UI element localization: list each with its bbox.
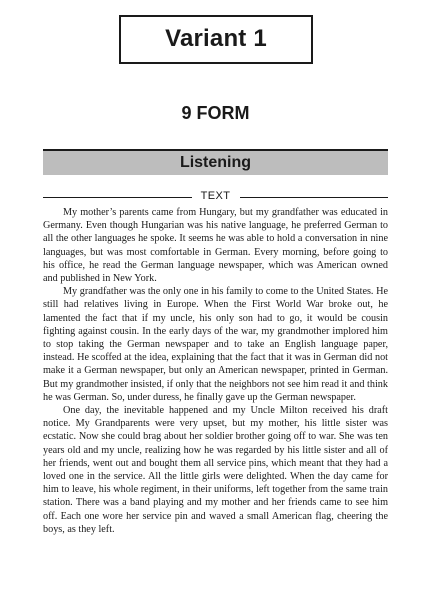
variant-title-box [119, 15, 313, 64]
text-label: TEXT [200, 190, 231, 202]
text-divider-right [240, 197, 388, 198]
paragraph: My grandfather was the only one in his family to come to the United States. He still had relatives living in Europe. When the First World War broke out, he lamented the fact that if my uncle, his only son had to go, it would be cousin fighting against cousin. In the early days of the war, my grandmother implored him to stop taking the German newspaper and to take an English language paper, instead. He scoffed at the idea, explaining that the fact that it was in German did not make it a German newspaper, but only an American newspaper, printed in German. But my grandmother insisted, if only that the neighbors not see him read it and think he was German. So, under duress, he finally gave up the German newspaper. [43, 286, 388, 403]
variant-title: Variant 1 [165, 24, 267, 52]
text-body [43, 206, 388, 536]
paragraph: One day, the inevitable happened and my Uncle Milton received his draft notice. My Grandparents were very upset, but my mother, his little sister was ecstatic. Now she could brag about her soldier brother going off to war. She was ten years old and my uncle, realizing how he was regarded by his little sister and all of her friends, went out and bought them all service pins, which meant that they had a loved one in the service. All the little girls were delighted. When the day came for him to leave, his whole regiment, in their uniforms, left together from the same train station. There was a band playing and my mother and her friends came to see him off. Each one wore her service pin and waved a small American flag, cheering the boys, as they left. [43, 405, 388, 535]
paragraph: My mother’s parents came from Hungary, but my grandfather was educated in Germany. Even though Hungarian was his native language, he preferred German to all the other languages he spoke. It seems he was able to hold a conversation in nine languages, but was most comfortable in German. Every morning, before going to his office, he read the German language newspaper, which was American owned and published in New York. [43, 207, 388, 285]
section-title: Listening [179, 154, 252, 171]
form-title: 9 FORM [181, 103, 250, 123]
